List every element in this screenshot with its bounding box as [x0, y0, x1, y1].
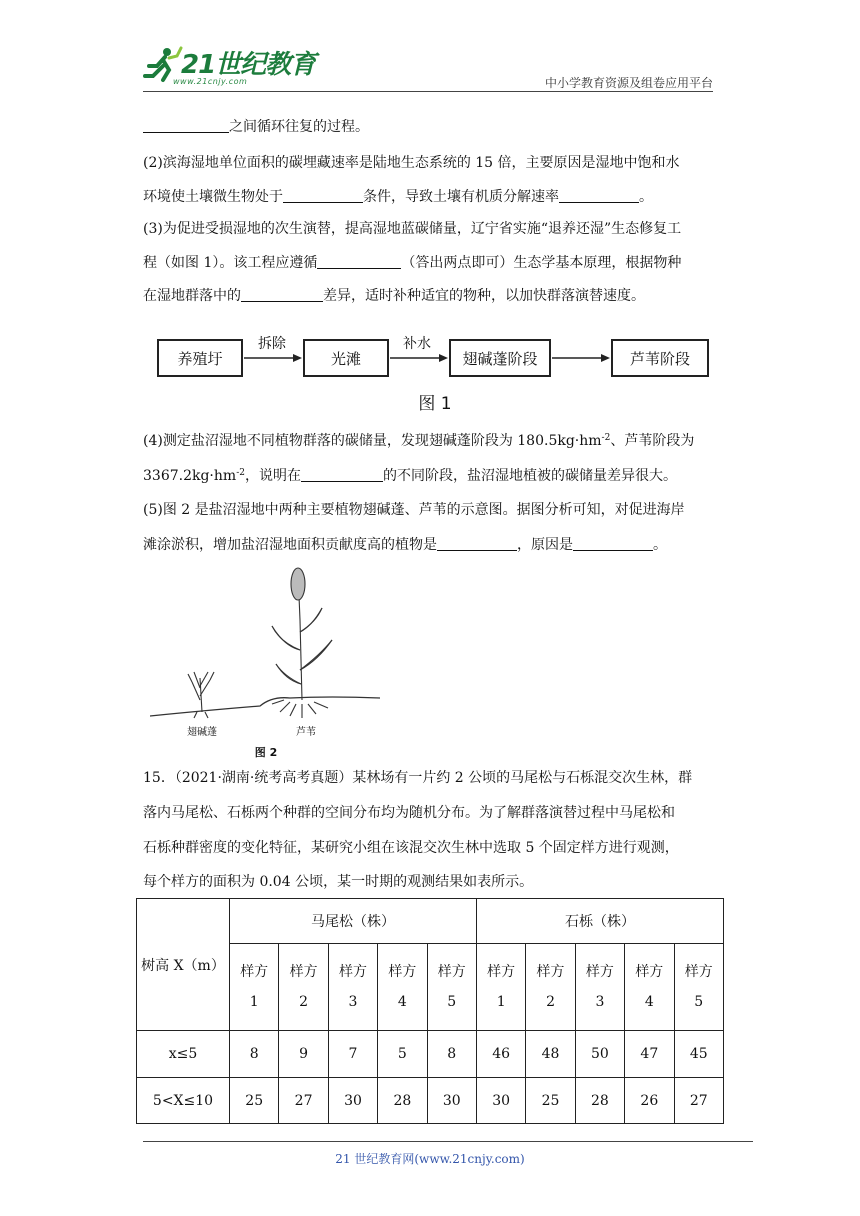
stage-label: 翅碱蓬阶段 — [462, 350, 538, 368]
question-4-line-1 — [143, 431, 713, 451]
height-class-cell: x≤5 — [137, 1031, 230, 1078]
table-cell: 27 — [279, 1078, 328, 1124]
ground-line — [150, 697, 380, 716]
answer-blank[interactable] — [437, 536, 517, 551]
answer-blank[interactable] — [241, 287, 323, 302]
sample-header-cell: 样方 5 — [427, 944, 476, 1031]
text-segment: (4)测定盐沼湿地不同植物群落的碳储量，发现翅碱蓬阶段为 180.5kg·hm — [143, 433, 602, 449]
table-cell: 28 — [575, 1078, 624, 1124]
arrow-label: 拆除 — [258, 336, 286, 352]
text-segment: 。 — [639, 189, 653, 205]
table-cell: 7 — [328, 1031, 377, 1078]
answer-blank[interactable] — [317, 254, 401, 269]
text-segment: 3367.2kg·hm — [143, 468, 237, 484]
figure-1-flowchart — [157, 332, 713, 414]
text-segment: 程（如图 1）。该工程应遵循 — [143, 255, 318, 271]
text-segment: ，原因是 — [517, 537, 573, 553]
text-segment: 之间循环往复的过程。 — [229, 119, 369, 135]
question-15-line-2: 落内马尾松、石栎两个种群的空间分布均为随机分布。为了解群落演替过程中马尾松和 — [143, 805, 675, 821]
table-cell: 9 — [279, 1031, 328, 1078]
stage-label: 养殖圩 — [177, 350, 223, 368]
arrow-head — [601, 354, 610, 362]
logo-text: 21世纪教育 — [181, 50, 316, 80]
answer-blank[interactable] — [559, 188, 639, 203]
reed-label: 芦苇 — [296, 727, 316, 738]
table-cell: 45 — [674, 1031, 723, 1078]
sample-header-cell: 样方 4 — [625, 944, 674, 1031]
suaeda-label: 翅碱蓬 — [187, 727, 217, 738]
table-cell: 27 — [674, 1078, 723, 1124]
stage-label: 芦苇阶段 — [629, 350, 691, 368]
text-segment: 条件，导致土壤有机质分解速率 — [363, 189, 559, 205]
question-5-line-2 — [143, 535, 713, 555]
row-header-cell: 树高 X（m） — [137, 899, 230, 1031]
sample-header-cell: 样方 3 — [575, 944, 624, 1031]
table-cell: 30 — [427, 1078, 476, 1124]
header-divider — [143, 91, 713, 92]
text-segment: ，说明在 — [244, 468, 301, 484]
figure-2-plants — [150, 560, 390, 760]
table-cell: 47 — [625, 1031, 674, 1078]
question-3-line-2 — [143, 253, 713, 273]
reed-plant-icon — [272, 568, 332, 718]
table-cell: 30 — [476, 1078, 525, 1124]
observation-table — [136, 898, 724, 1124]
text-line — [143, 117, 713, 137]
sample-header-cell: 样方 3 — [328, 944, 377, 1031]
sample-header-cell: 样方 1 — [230, 944, 279, 1031]
footer-divider — [143, 1141, 753, 1142]
table-cell: 5 — [378, 1031, 427, 1078]
table-cell: 46 — [476, 1031, 525, 1078]
question-2-line-2 — [143, 187, 713, 207]
text-segment: 滩涂淤积，增加盐沼湿地面积贡献度高的植物是 — [143, 537, 437, 553]
figure-2-caption: 图 2 — [254, 746, 278, 759]
question-4-line-2 — [143, 466, 713, 486]
table-cell: 30 — [328, 1078, 377, 1124]
question-15-line-3: 石栎种群密度的变化特征，某研究小组在该混交次生林中选取 5 个固定样方进行观测， — [143, 840, 679, 856]
figure-1-caption: 图 1 — [418, 394, 452, 414]
sample-header-cell: 样方 1 — [476, 944, 525, 1031]
table-header-row — [137, 899, 724, 944]
text-segment: 的不同阶段，盐沼湿地植被的碳储量差异很大。 — [382, 468, 677, 484]
sample-header-cell: 样方 5 — [674, 944, 723, 1031]
text-segment: 差异，适时补种适宜的物种，以加快群落演替速度。 — [323, 288, 645, 304]
sample-header-cell: 样方 2 — [526, 944, 575, 1031]
arrow-head — [439, 354, 448, 362]
table-cell: 8 — [427, 1031, 476, 1078]
superscript: -2 — [236, 468, 245, 478]
table-cell: 26 — [625, 1078, 674, 1124]
question-15-line-1: 15．（2021·湖南·统考高考真题）某林场有一片约 2 公顷的马尾松与石栎混交次生林，群 — [143, 770, 693, 786]
question-5-line-1: (5)图 2 是盐沼湿地中两种主要植物翅碱蓬、芦苇的示意图。据图分析可知，对促进海岸 — [143, 502, 685, 518]
height-class-cell: 5<X≤10 — [137, 1078, 230, 1124]
group-header-masson-pine: 马尾松（株） — [230, 899, 477, 944]
platform-title: 中小学教育资源及组卷应用平台 — [544, 76, 713, 90]
table-cell: 8 — [230, 1031, 279, 1078]
arrow-head — [293, 354, 302, 362]
answer-blank[interactable] — [143, 118, 229, 133]
question-2-line-1: (2)滨海湿地单位面积的碳埋藏速率是陆地生态系统的 15 倍，主要原因是湿地中饱和水 — [143, 155, 680, 171]
sample-header-cell: 样方 2 — [279, 944, 328, 1031]
text-segment: 在湿地群落中的 — [143, 288, 241, 304]
text-segment: 、芦苇阶段为 — [610, 433, 695, 449]
answer-blank[interactable] — [573, 536, 653, 551]
text-segment: 环境使土壤微生物处于 — [143, 189, 283, 205]
question-3-line-3 — [143, 286, 713, 306]
answer-blank[interactable] — [301, 467, 383, 482]
text-segment: 。 — [653, 537, 667, 553]
answer-blank[interactable] — [283, 188, 363, 203]
question-3-line-1: (3)为促进受损湿地的次生演替，提高湿地蓝碳储量，辽宁省实施“退养还湿”生态修复工 — [143, 221, 682, 237]
logo-url: www.21cnjy.com — [173, 77, 248, 86]
stage-label: 光滩 — [330, 350, 362, 368]
site-logo[interactable] — [143, 44, 343, 92]
group-header-lithocarpus: 石栎（株） — [476, 899, 723, 944]
superscript: -2 — [601, 433, 611, 443]
table-cell: 25 — [526, 1078, 575, 1124]
sample-header-cell: 样方 4 — [378, 944, 427, 1031]
table-cell: 28 — [378, 1078, 427, 1124]
question-15-line-4: 每个样方的面积为 0.04 公顷，某一时期的观测结果如表所示。 — [143, 874, 534, 890]
table-row — [137, 1031, 724, 1078]
footer-link[interactable]: 21 世纪教育网(www.21cnjy.com) — [335, 1152, 525, 1166]
table-cell: 50 — [575, 1031, 624, 1078]
arrow-label: 补水 — [403, 336, 431, 352]
page-header — [143, 40, 713, 92]
text-segment: （答出两点即可）生态学基本原理，根据物种 — [401, 255, 682, 271]
table-cell: 48 — [526, 1031, 575, 1078]
table-cell: 25 — [230, 1078, 279, 1124]
table-row — [137, 1078, 724, 1124]
